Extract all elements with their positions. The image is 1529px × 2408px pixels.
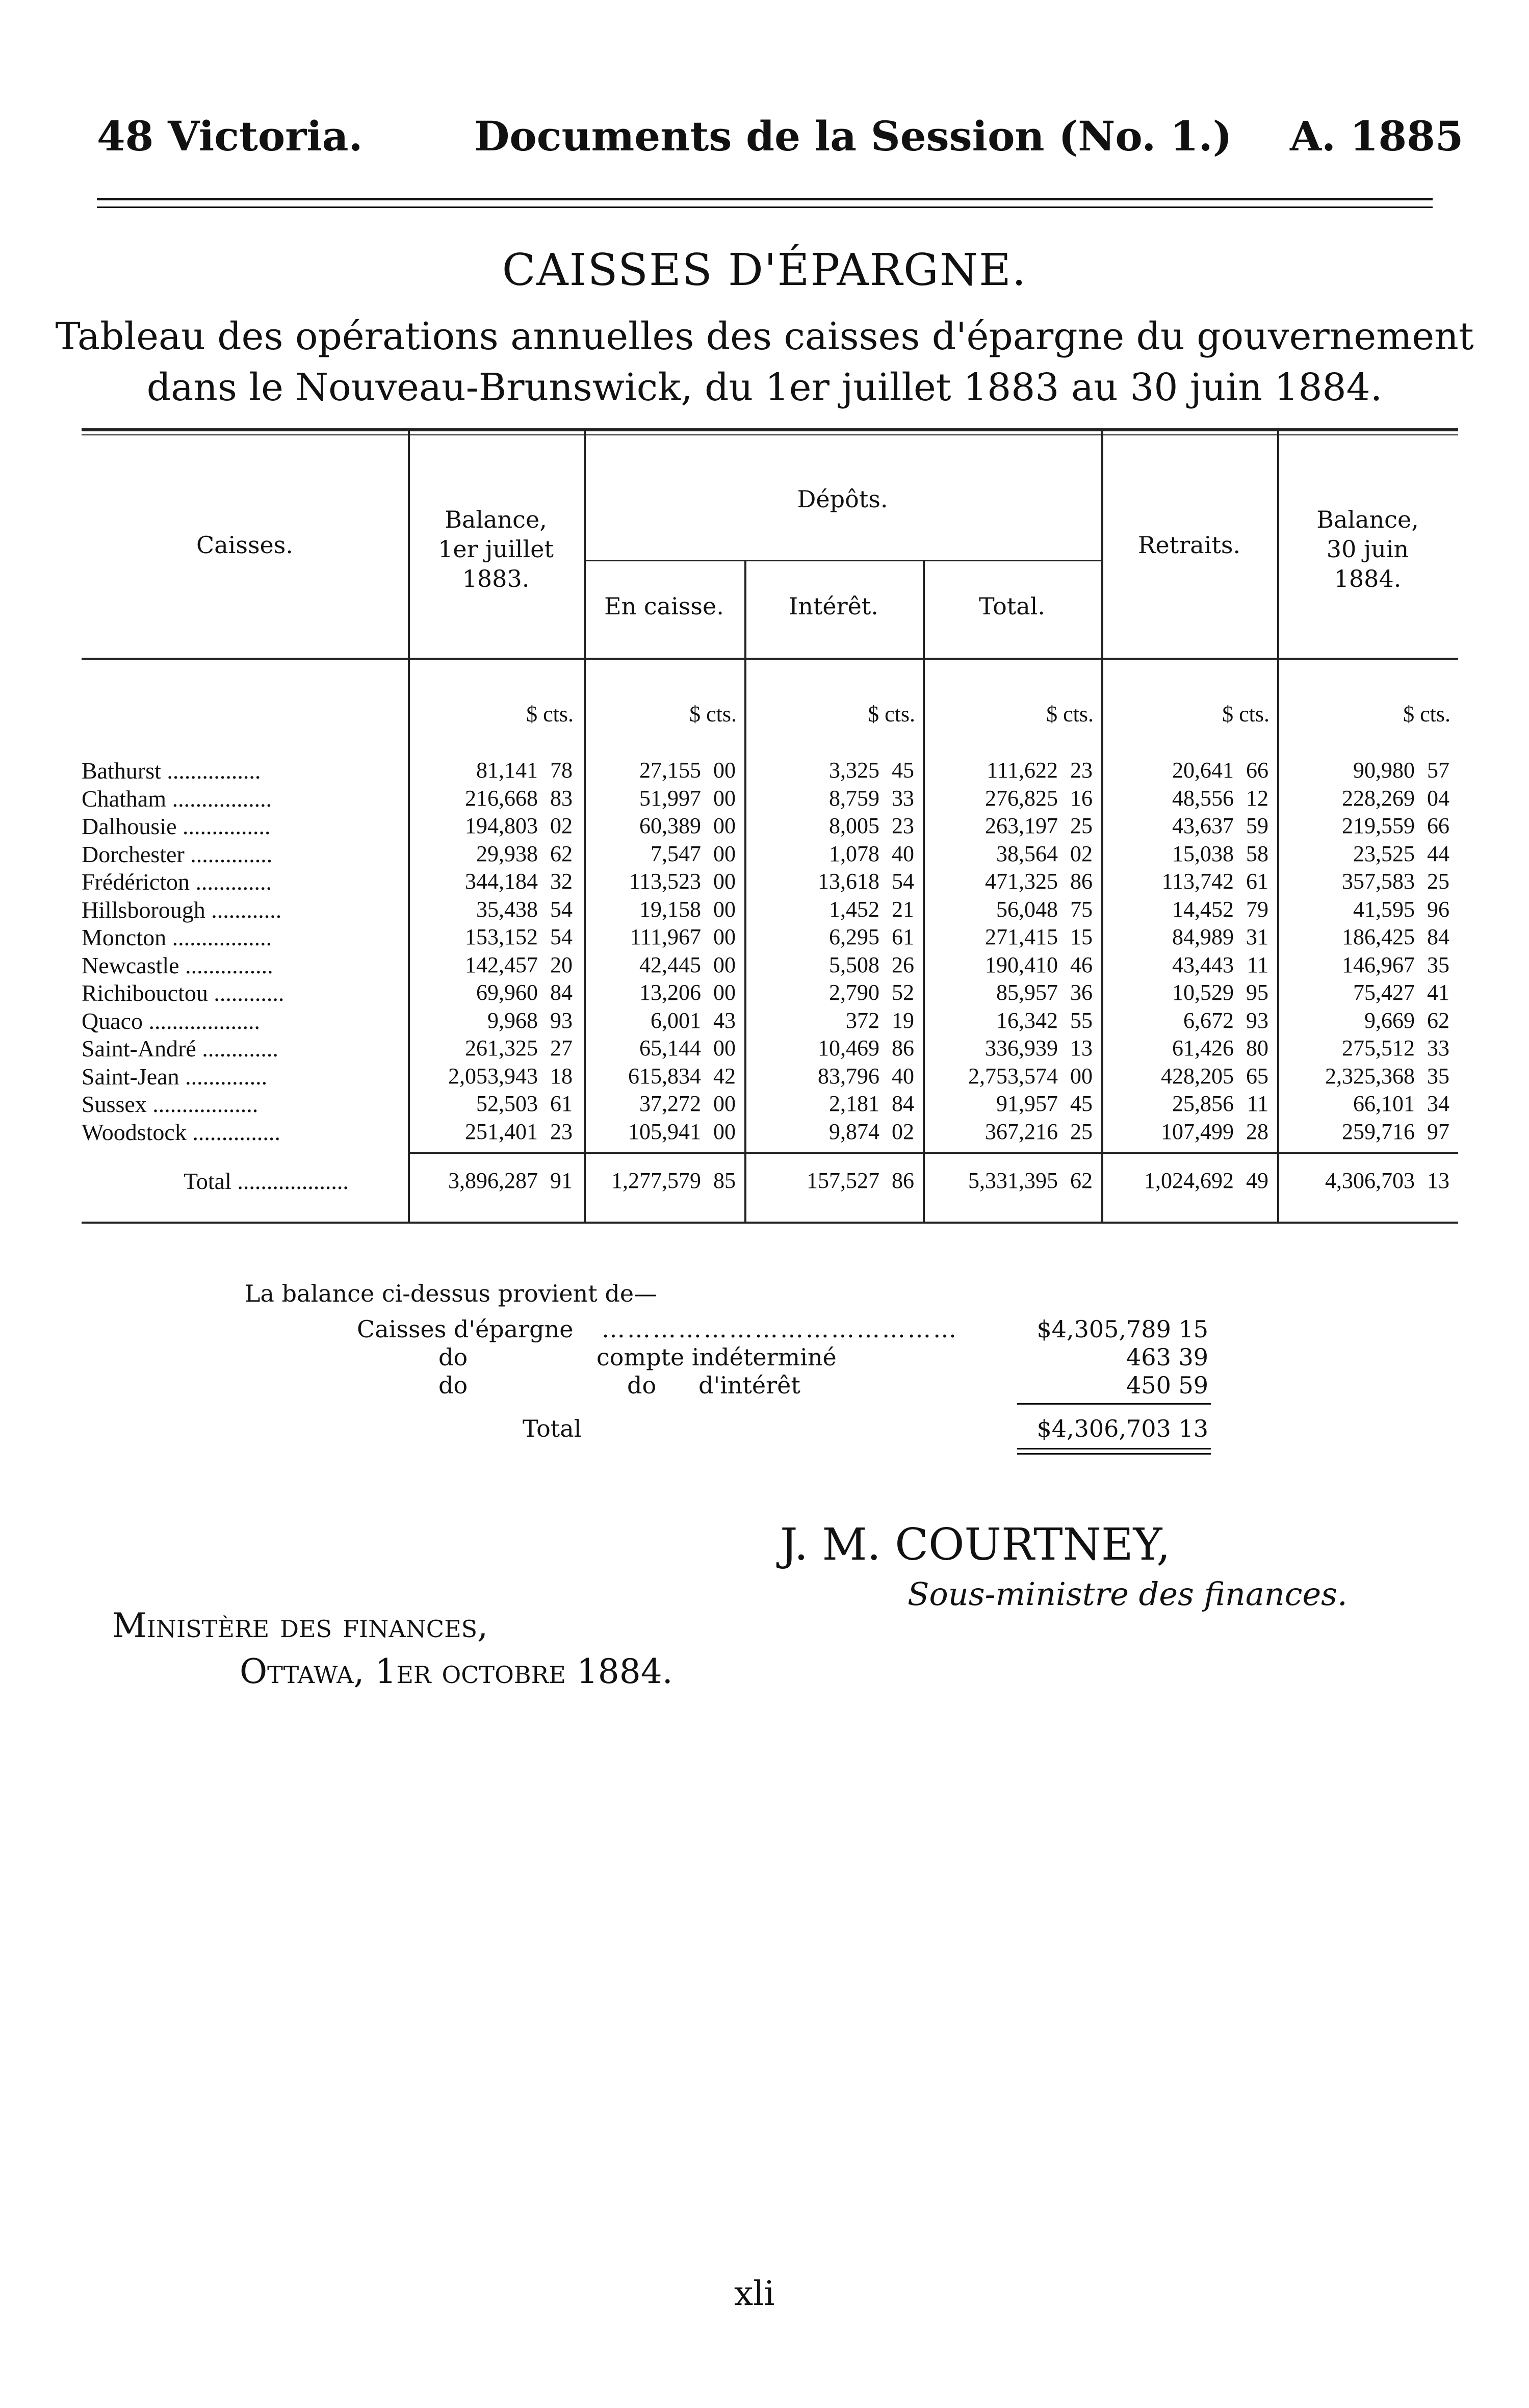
amount-cents: 00 [1070,1063,1093,1089]
amount-dollars: 4,306,703 [1325,1168,1415,1193]
amount-dollars: 336,939 [985,1035,1058,1060]
amount-cents: 61 [892,924,914,949]
amount-dollars: 23,525 [1353,841,1415,866]
amount-cents: 12 [1246,785,1268,811]
ministry-place-date: Ottawa, 1er octobre 1884. [240,1652,673,1691]
summary-line3-label: d'intérêt [698,1371,800,1399]
amount-cents: 61 [1246,869,1268,894]
amount-cents: 00 [713,952,736,977]
amount-dollars: 81,141 [476,758,538,783]
amount-cents: 85 [713,1168,736,1193]
amount-dollars: 60,389 [639,813,701,838]
amount-dollars: 113,523 [629,869,701,894]
amount-cents: 91 [550,1168,573,1193]
amount-cents: 13 [1427,1168,1449,1193]
amount-dollars: 261,325 [465,1035,538,1060]
amount-cents: 97 [1427,1119,1449,1144]
header-interet: Intérêt. [789,592,878,620]
table-bottom-rule [82,1222,1458,1224]
header-bottom-rule [82,658,1458,660]
summary-total-value: $4,306,703 13 [1036,1415,1208,1442]
amount-cents: 79 [1246,896,1268,922]
branch-name: Saint-André ............. [82,1035,278,1061]
amount-cents: 13 [1070,1035,1093,1060]
amount-dollars: 263,197 [985,813,1058,838]
amount-cents: 25 [1070,1119,1093,1144]
amount-dollars: 1,277,579 [611,1168,701,1193]
amount-dollars: 5,331,395 [968,1168,1058,1193]
header-rule-top [97,198,1433,200]
amount-cents: 95 [1246,980,1268,1005]
summary-total-label: Total [523,1415,582,1442]
amount-dollars: 1,024,692 [1144,1168,1234,1193]
summary-rule [1017,1403,1211,1405]
amount-cents: 49 [1246,1168,1268,1193]
amount-dollars: 2,753,574 [968,1063,1058,1089]
summary-line3-do: do [438,1371,468,1399]
amount-cents: 11 [1247,1091,1268,1116]
amount-dollars: 48,556 [1172,785,1234,811]
amount-cents: 33 [1427,1035,1449,1060]
amount-cents: 35 [1427,1063,1449,1089]
amount-cents: 36 [1070,980,1093,1005]
amount-cents: 57 [1427,758,1449,783]
amount-dollars: 90,980 [1353,758,1415,783]
header-balance-end [1277,505,1458,593]
subtitle-line-1: Tableau des opérations annuelles des caisses d'épargne du gouvernement [55,315,1474,358]
summary-line2-do: do [438,1343,468,1371]
unit-label: $ cts. [1403,702,1450,727]
branch-name: Dorchester .............. [82,841,273,867]
amount-dollars: 2,325,368 [1325,1063,1415,1089]
amount-dollars: 3,325 [829,758,879,783]
unit-label: $ cts. [1222,702,1269,727]
amount-cents: 86 [892,1035,914,1060]
amount-cents: 35 [1427,952,1449,977]
amount-dollars: 13,206 [639,980,701,1005]
amount-dollars: 271,415 [985,924,1058,949]
amount-dollars: 142,457 [465,952,538,977]
amount-dollars: 56,048 [996,896,1058,922]
unit-label: $ cts. [689,702,737,727]
header-balance-end-line: 1884. [1334,565,1402,592]
amount-dollars: 157,527 [807,1168,879,1193]
amount-dollars: 25,856 [1172,1091,1234,1116]
branch-name: Woodstock ............... [82,1119,280,1145]
amount-dollars: 3,896,287 [448,1168,538,1193]
amount-dollars: 5,508 [829,952,879,977]
amount-dollars: 259,716 [1342,1119,1415,1144]
amount-dollars: 6,295 [829,924,879,949]
amount-cents: 44 [1427,841,1449,866]
amount-dollars: 8,005 [829,813,879,838]
amount-cents: 00 [713,1119,736,1144]
branch-name: Hillsborough ............ [82,896,282,923]
amount-cents: 28 [1246,1119,1268,1144]
amount-dollars: 105,941 [628,1119,701,1144]
subtitle-line-2: dans le Nouveau-Brunswick, du 1er juillet 1883 au 30 juin 1884. [146,366,1383,409]
amount-dollars: 83,796 [818,1063,879,1089]
amount-cents: 62 [1427,1007,1449,1033]
amount-dollars: 35,438 [476,896,538,922]
amount-dollars: 9,669 [1364,1007,1415,1033]
header-session-year: 48 Victoria. [97,112,363,160]
amount-dollars: 107,499 [1161,1119,1234,1144]
amount-dollars: 367,216 [985,1119,1058,1144]
amount-cents: 20 [550,952,573,977]
amount-cents: 62 [550,841,573,866]
amount-dollars: 111,622 [987,758,1058,783]
summary-double-rule [1017,1453,1211,1455]
header-depots: Dépôts. [797,485,888,513]
amount-dollars: 1,078 [829,841,879,866]
amount-dollars: 7,547 [651,841,701,866]
amount-dollars: 190,410 [985,952,1058,977]
unit-label: $ cts. [526,702,574,727]
amount-dollars: 275,512 [1342,1035,1415,1060]
amount-dollars: 9,968 [487,1007,538,1033]
amount-cents: 54 [550,924,573,949]
amount-dollars: 43,637 [1172,813,1234,838]
amount-cents: 00 [713,1091,736,1116]
amount-cents: 33 [892,785,914,811]
amount-dollars: 14,452 [1172,896,1234,922]
amount-cents: 04 [1427,785,1449,811]
amount-dollars: 10,529 [1172,980,1234,1005]
amount-dollars: 27,155 [639,758,701,783]
amount-dollars: 65,144 [639,1035,701,1060]
summary-line3-do2: do [627,1371,657,1399]
unit-label: $ cts. [868,702,915,727]
amount-cents: 62 [1070,1168,1093,1193]
amount-dollars: 428,205 [1161,1063,1234,1089]
amount-cents: 66 [1246,758,1268,783]
amount-dollars: 91,957 [996,1091,1058,1116]
amount-cents: 27 [550,1035,573,1060]
summary-line1-label: Caisses d'épargne [357,1315,574,1343]
amount-cents: 23 [1070,758,1093,783]
header-balance-start-line: 1883. [462,565,530,592]
header-year: A. 1885 [1290,112,1464,160]
header-caisses: Caisses. [196,531,293,559]
amount-cents: 00 [713,924,736,949]
amount-cents: 84 [892,1091,914,1116]
amount-dollars: 344,184 [465,869,538,894]
header-en-caisse: En caisse. [604,592,724,620]
unit-label: $ cts. [1046,702,1094,727]
header-retraits: Retraits. [1137,531,1241,559]
amount-cents: 93 [550,1007,573,1033]
amount-dollars: 51,997 [639,785,701,811]
amount-cents: 55 [1070,1007,1093,1033]
amount-cents: 00 [713,980,736,1005]
branch-name: Chatham ................. [82,785,272,812]
amount-cents: 84 [1427,924,1449,949]
summary-intro: La balance ci-dessus provient de— [245,1280,658,1307]
branch-name: Frédéricton ............. [82,869,272,895]
amount-cents: 15 [1070,924,1093,949]
amount-cents: 58 [1246,841,1268,866]
amount-cents: 26 [892,952,914,977]
summary-line3-value: 450 59 [1126,1371,1208,1399]
amount-dollars: 52,503 [476,1091,538,1116]
amount-dollars: 194,803 [465,813,538,838]
amount-dollars: 13,618 [818,869,879,894]
amount-dollars: 42,445 [639,952,701,977]
amount-dollars: 357,583 [1342,869,1415,894]
amount-cents: 23 [550,1119,573,1144]
amount-cents: 84 [550,980,573,1005]
branch-name: Quaco ................... [82,1007,261,1034]
amount-dollars: 111,967 [630,924,701,949]
branch-name: Dalhousie ............... [82,813,271,839]
amount-cents: 86 [1070,869,1093,894]
amount-dollars: 276,825 [985,785,1058,811]
amount-dollars: 41,595 [1353,896,1415,922]
amount-dollars: 2,053,943 [448,1063,538,1089]
header-document-title: Documents de la Session (No. 1.) [474,112,1232,160]
amount-dollars: 113,742 [1161,869,1234,894]
summary-leader: …………………………………… [602,1315,958,1343]
amount-dollars: 6,672 [1183,1007,1234,1033]
summary-line2-label: compte indéterminé [597,1343,837,1371]
amount-cents: 65 [1246,1063,1268,1089]
amount-dollars: 471,325 [985,869,1058,894]
amount-dollars: 228,269 [1342,785,1415,811]
amount-dollars: 153,152 [465,924,538,949]
amount-dollars: 615,834 [628,1063,701,1089]
amount-dollars: 6,001 [651,1007,701,1033]
amount-cents: 80 [1246,1035,1268,1060]
amount-cents: 43 [713,1007,736,1033]
amount-cents: 42 [713,1063,736,1089]
total-label: Total ................... [184,1168,349,1194]
amount-cents: 02 [892,1119,914,1144]
summary-line1-value: $4,305,789 15 [1036,1315,1208,1343]
amount-cents: 23 [892,813,914,838]
header-balance-end-line: Balance, [1316,506,1419,533]
amount-cents: 46 [1070,952,1093,977]
amount-dollars: 29,938 [476,841,538,866]
amount-dollars: 19,158 [639,896,701,922]
depots-subrule [584,560,1101,561]
total-rule [408,1152,1458,1154]
amount-cents: 86 [892,1168,914,1193]
amount-cents: 21 [892,896,914,922]
amount-cents: 83 [550,785,573,811]
summary-line2-value: 463 39 [1126,1343,1208,1371]
amount-cents: 00 [713,869,736,894]
amount-cents: 19 [892,1007,914,1033]
amount-cents: 00 [713,1035,736,1060]
amount-cents: 52 [892,980,914,1005]
branch-name: Richibouctou ............ [82,980,284,1006]
amount-dollars: 1,452 [829,896,879,922]
amount-dollars: 20,641 [1172,758,1234,783]
amount-cents: 61 [550,1091,573,1116]
amount-cents: 16 [1070,785,1093,811]
amount-cents: 31 [1246,924,1268,949]
amount-dollars: 186,425 [1342,924,1415,949]
summary-double-rule [1017,1448,1211,1449]
amount-dollars: 219,559 [1342,813,1415,838]
amount-cents: 00 [713,785,736,811]
amount-cents: 96 [1427,896,1449,922]
amount-dollars: 146,967 [1342,952,1415,977]
amount-cents: 25 [1427,869,1449,894]
amount-cents: 40 [892,1063,914,1089]
amount-cents: 41 [1427,980,1449,1005]
amount-cents: 32 [550,869,573,894]
amount-dollars: 66,101 [1353,1091,1415,1116]
amount-dollars: 61,426 [1172,1035,1234,1060]
amount-cents: 59 [1246,813,1268,838]
ministry-name: Ministère des finances, [112,1606,488,1645]
amount-cents: 45 [1070,1091,1093,1116]
amount-cents: 40 [892,841,914,866]
amount-dollars: 2,790 [829,980,879,1005]
amount-dollars: 43,443 [1172,952,1234,977]
header-total: Total. [978,592,1046,620]
amount-dollars: 2,181 [829,1091,879,1116]
header-rule-bottom [97,206,1433,208]
amount-cents: 45 [892,758,914,783]
amount-dollars: 8,759 [829,785,879,811]
amount-dollars: 75,427 [1353,980,1415,1005]
amount-cents: 11 [1247,952,1268,977]
branch-name: Saint-Jean .............. [82,1063,268,1090]
amount-cents: 25 [1070,813,1093,838]
branch-name: Newcastle ............... [82,952,273,978]
amount-cents: 54 [550,896,573,922]
amount-dollars: 38,564 [996,841,1058,866]
amount-dollars: 216,668 [465,785,538,811]
amount-dollars: 251,401 [465,1119,538,1144]
amount-dollars: 69,960 [476,980,538,1005]
amount-dollars: 37,272 [639,1091,701,1116]
amount-cents: 00 [713,813,736,838]
savings-table [82,428,1458,1219]
page-number: xli [734,2274,775,2313]
signature-role: Sous-ministre des finances. [908,1575,1347,1613]
amount-cents: 78 [550,758,573,783]
amount-cents: 02 [550,813,573,838]
amount-cents: 00 [713,758,736,783]
amount-dollars: 15,038 [1172,841,1234,866]
header-balance-start [408,505,584,593]
amount-cents: 18 [550,1063,573,1089]
amount-cents: 75 [1070,896,1093,922]
amount-dollars: 84,989 [1172,924,1234,949]
amount-dollars: 9,874 [829,1119,879,1144]
amount-cents: 66 [1427,813,1449,838]
amount-dollars: 10,469 [818,1035,879,1060]
amount-cents: 02 [1070,841,1093,866]
signature-name: J. M. COURTNEY, [780,1519,1171,1570]
amount-cents: 93 [1246,1007,1268,1033]
header-balance-end-line: 30 juin [1326,535,1409,563]
page-title: CAISSES D'ÉPARGNE. [502,245,1027,296]
amount-cents: 54 [892,869,914,894]
table-top-rule [82,428,1458,431]
amount-dollars: 372 [846,1007,879,1033]
amount-dollars: 16,342 [996,1007,1058,1033]
amount-cents: 00 [713,841,736,866]
table-top-rule-thin [82,434,1458,435]
branch-name: Moncton ................. [82,924,272,950]
amount-dollars: 85,957 [996,980,1058,1005]
header-balance-start-line: Balance, [445,506,547,533]
branch-name: Sussex .................. [82,1091,258,1117]
branch-name: Bathurst ................ [82,758,261,784]
header-balance-start-line: 1er juillet [438,535,554,563]
amount-cents: 00 [713,896,736,922]
amount-cents: 34 [1427,1091,1449,1116]
